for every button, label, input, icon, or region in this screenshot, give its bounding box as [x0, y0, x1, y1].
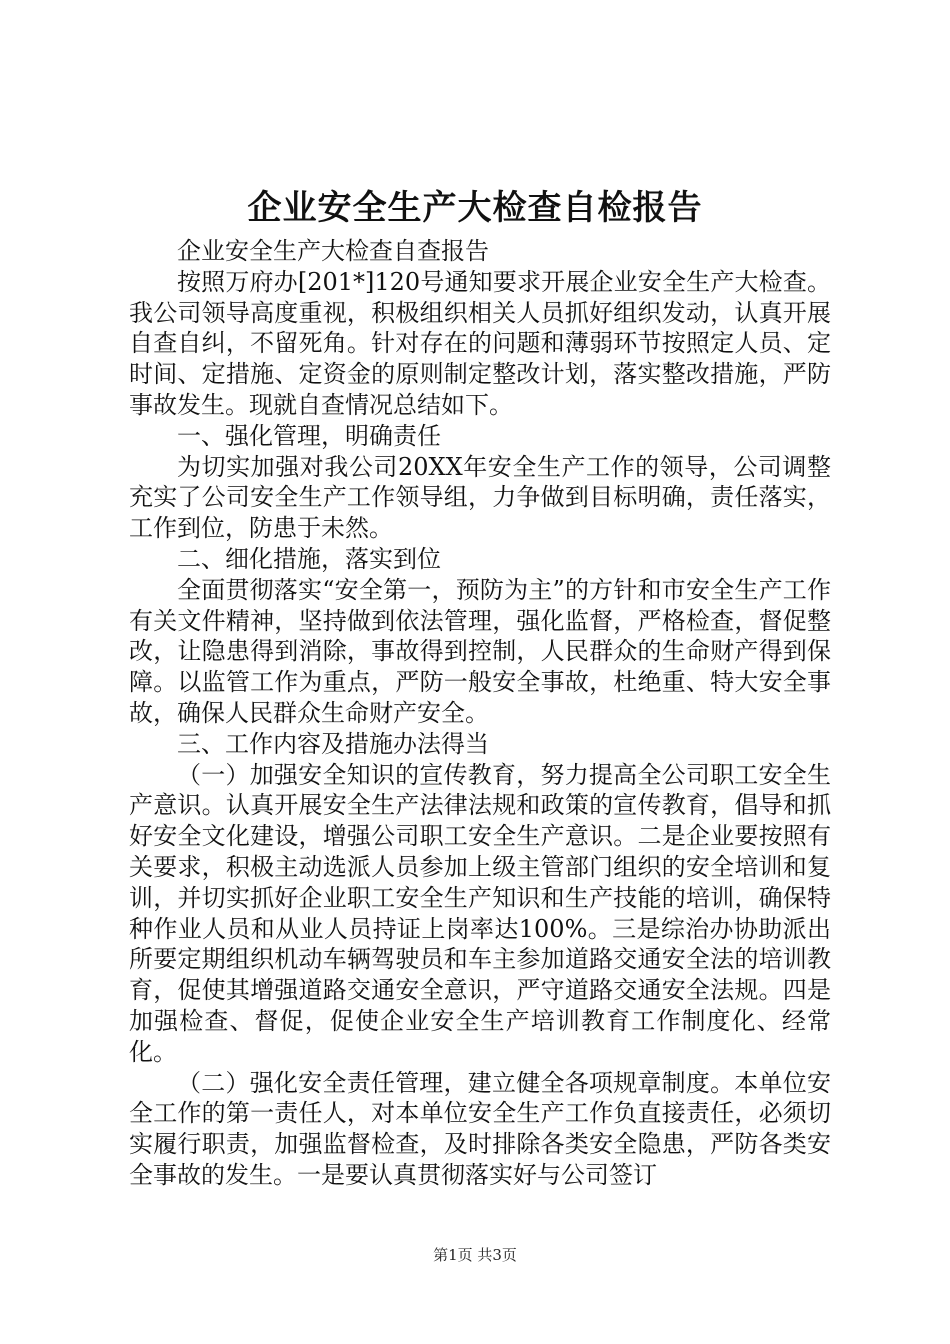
- subsection-paragraph-1: （一）加强安全知识的宣传教育，努力提高全公司职工安全生产意识。认真开展安全生产法律法规和政策的宣传教育，倡导和抓好安全文化建设，增强公司职工安全生产意识。二是企业要按照有关要求，积极主动选派人员参加上级主管部门组织的安全培训和复训，并切实抓好企业职工安全生产知识和生产技能的培训，确保特种作业人员和从业人员持证上岗率达100%。三是综治办协助派出所要定期组织机动车辆驾驶员和车主参加道路交通安全法的培训教育，促使其增强道路交通安全意识，严守道路交通安全法规。四是加强检查、督促，促使企业安全生产培训教育工作制度化、经常化。: [129, 760, 831, 1066]
- section-paragraph-1: 为切实加强对我公司20XX年安全生产工作的领导，公司调整充实了公司安全生产工作领导组，力争做到目标明确，责任落实，工作到位，防患于未然。: [129, 452, 831, 543]
- subtitle-paragraph: 企业安全生产大检查自查报告: [177, 237, 489, 265]
- section-heading-1: 一、强化管理，明确责任: [177, 421, 441, 450]
- document-body: [129, 236, 831, 1191]
- section-paragraph-2: 全面贯彻落实“安全第一，预防为主”的方针和市安全生产工作有关文件精神，坚持做到依法管理，强化监督，严格检查，督促整改，让隐患得到消除，事故得到控制，人民群众的生命财产得到保障。以监管工作为重点，严防一般安全事故，杜绝重、特大安全事故，确保人民群众生命财产安全。: [129, 575, 831, 727]
- page-footer: 第1页 共3页: [433, 1246, 517, 1264]
- section-heading-3: 三、工作内容及措施办法得当: [177, 729, 489, 758]
- document-title: 企业安全生产大检查自检报告: [247, 188, 703, 228]
- section-heading-2: 二、细化措施，落实到位: [177, 544, 441, 573]
- subsection-paragraph-2: （二）强化安全责任管理，建立健全各项规章制度。本单位安全工作的第一责任人，对本单位安全生产工作负直接责任，必须切实履行职责，加强监督检查，及时排除各类安全隐患，严防各类安全事故的发生。一是要认真贯彻落实好与公司签订: [129, 1068, 831, 1189]
- intro-paragraph: 按照万府办[201*]120号通知要求开展企业安全生产大检查。我公司领导高度重视，积极组织相关人员抓好组织发动，认真开展自查自纠，不留死角。针对存在的问题和薄弱环节按照定人员、定时间、定措施、定资金的原则制定整改计划，落实整改措施，严防事故发生。现就自查情况总结如下。: [129, 267, 831, 419]
